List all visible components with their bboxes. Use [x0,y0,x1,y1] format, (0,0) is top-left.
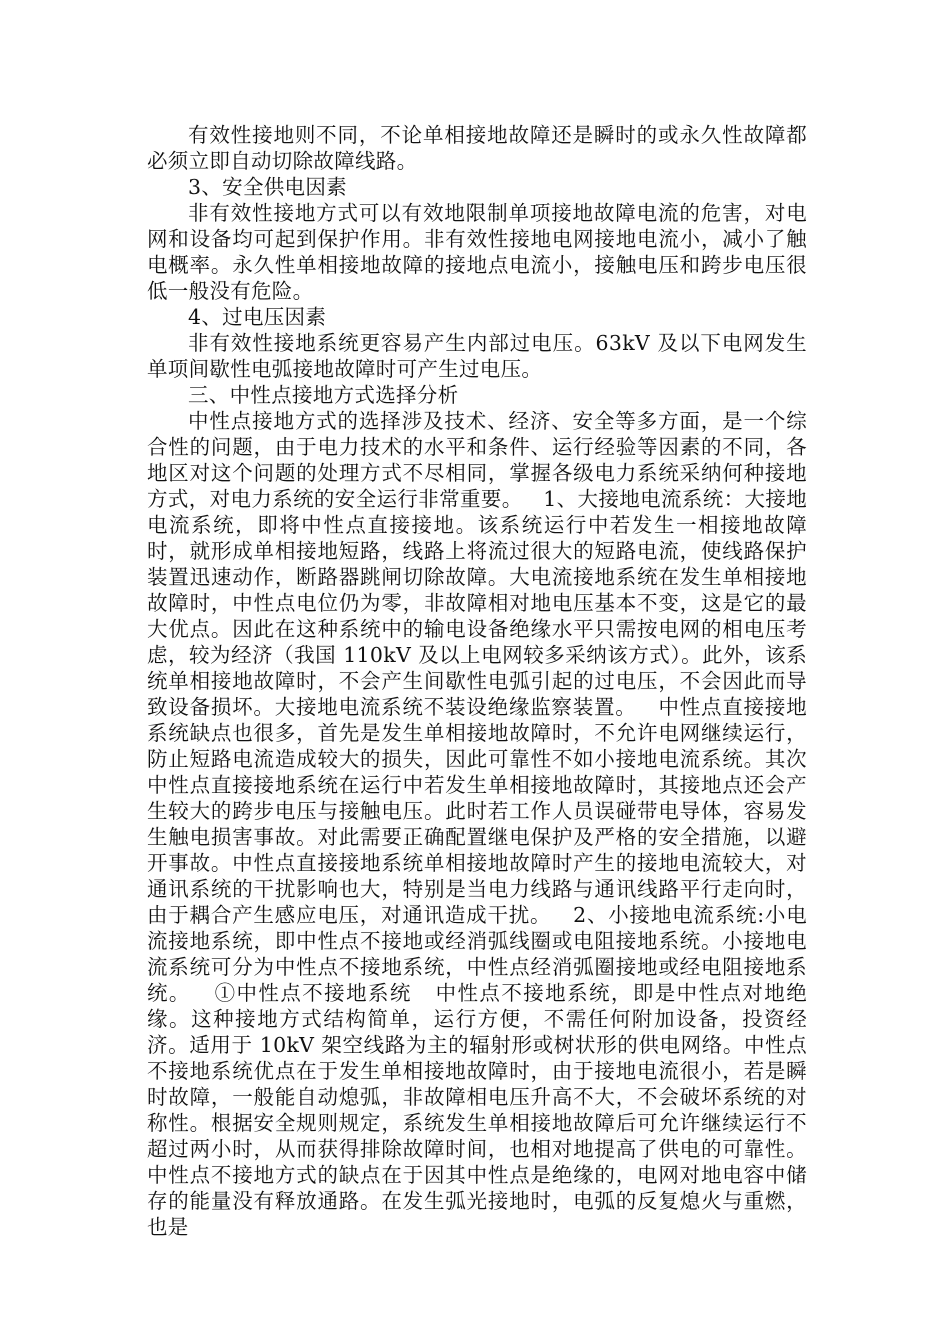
paragraph-safety-factor: 非有效性接地方式可以有效地限制单项接地故障电流的危害，对电网和设备均可起到保护作用。非有效性接地电网接地电流小，减小了触电概率。永久性单相接地故障的接地点电流小，接触电压和跨步电压很低一般没有危险。 [147,201,807,303]
paragraph-grounding-analysis: 中性点接地方式的选择涉及技术、经济、安全等多方面，是一个综合性的问题，由于电力技术的水平和条件、运行经验等因素的不同，各地区对这个问题的处理方式不尽相同，掌握各级电力系统采纳何种接地方式，对电力系统的安全运行非常重要。 1、大接地电流系统：大接地电流系统，即将中性点直接接地。该系统运行中若发生一相接地故障时，就形成单相接地短路，线路上将流过很大的短路电流，使线路保护装置迅速动作，断路器跳闸切除故障。大电流接地系统在发生单相接地故障时，中性点电位仍为零，非故障相对地电压基本不变，这是它的最大优点。因此在这种系统中的输电设备绝缘水平只需按电网的相电压考虑，较为经济（我国 110kV 及以上电网较多采纳该方式）。此外，该系统单相接地故障时，不会产生间歇性电弧引起的过电压，不会因此而导致设备损坏。大接地电流系统不装设绝缘监察装置。 中性点直接接地系统缺点也很多，首先是发生单相接地故障时，不允许电网继续运行，防止短路电流造成较大的损失，因此可靠性不如小接地电流系统。其次中性点直接接地系统在运行中若发生单相接地故障时，其接地点还会产生较大的跨步电压与接触电压。此时若工作人员误碰带电导体，容易发生触电损害事故。对此需要正确配置继电保护及严格的安全措施，以避开事故。中性点直接接地系统单相接地故障时产生的接地电流较大，对通讯系统的干扰影响也大，特别是当电力线路与通讯线路平行走向时，由于耦合产生感应电压，对通讯造成干扰。 2、小接地电流系统:小电流接地系统，即中性点不接地或经消弧线圈或电阻接地系统。小接地电流系统可分为中性点不接地系统，中性点经消弧圈接地或经电阻接地系统。 ①中性点不接地系统 中性点不接地系统，即是中性点对地绝缘。这种接地方式结构简单，运行方便，不需任何附加设备，投资经济。适用于 10kV 架空线路为主的辐射形或树状形的供电网络。中性点不接地系统优点在于发生单相接地故障时，由于接地电流很小，若是瞬时故障，一般能自动熄弧，非故障相电压升高不大，不会破坏系统的对称性。根据安全规则规定，系统发生单相接地故障后可允许继续运行不超过两小时，从而获得排除故障时间，也相对地提高了供电的可靠性。中性点不接地方式的缺点在于因其中性点是绝缘的，电网对地电容中储存的能量没有释放通路。在发生弧光接地时，电弧的反复熄火与重燃，也是 [147,409,807,1239]
paragraph-overvoltage-factor: 非有效性接地系统更容易产生内部过电压。63kV 及以下电网发生单项间歇性电弧接地故障时可产生过电压。 [147,331,807,381]
heading-overvoltage-factor: 4、过电压因素 [188,305,327,329]
document-body [147,122,807,1240]
paragraph-effective-grounding: 有效性接地则不同，不论单相接地故障还是瞬时的或永久性故障都必须立即自动切除故障线路。 [147,123,807,173]
heading-safety-factor: 3、安全供电因素 [188,175,347,199]
heading-section-three: 三、中性点接地方式选择分析 [188,383,459,407]
